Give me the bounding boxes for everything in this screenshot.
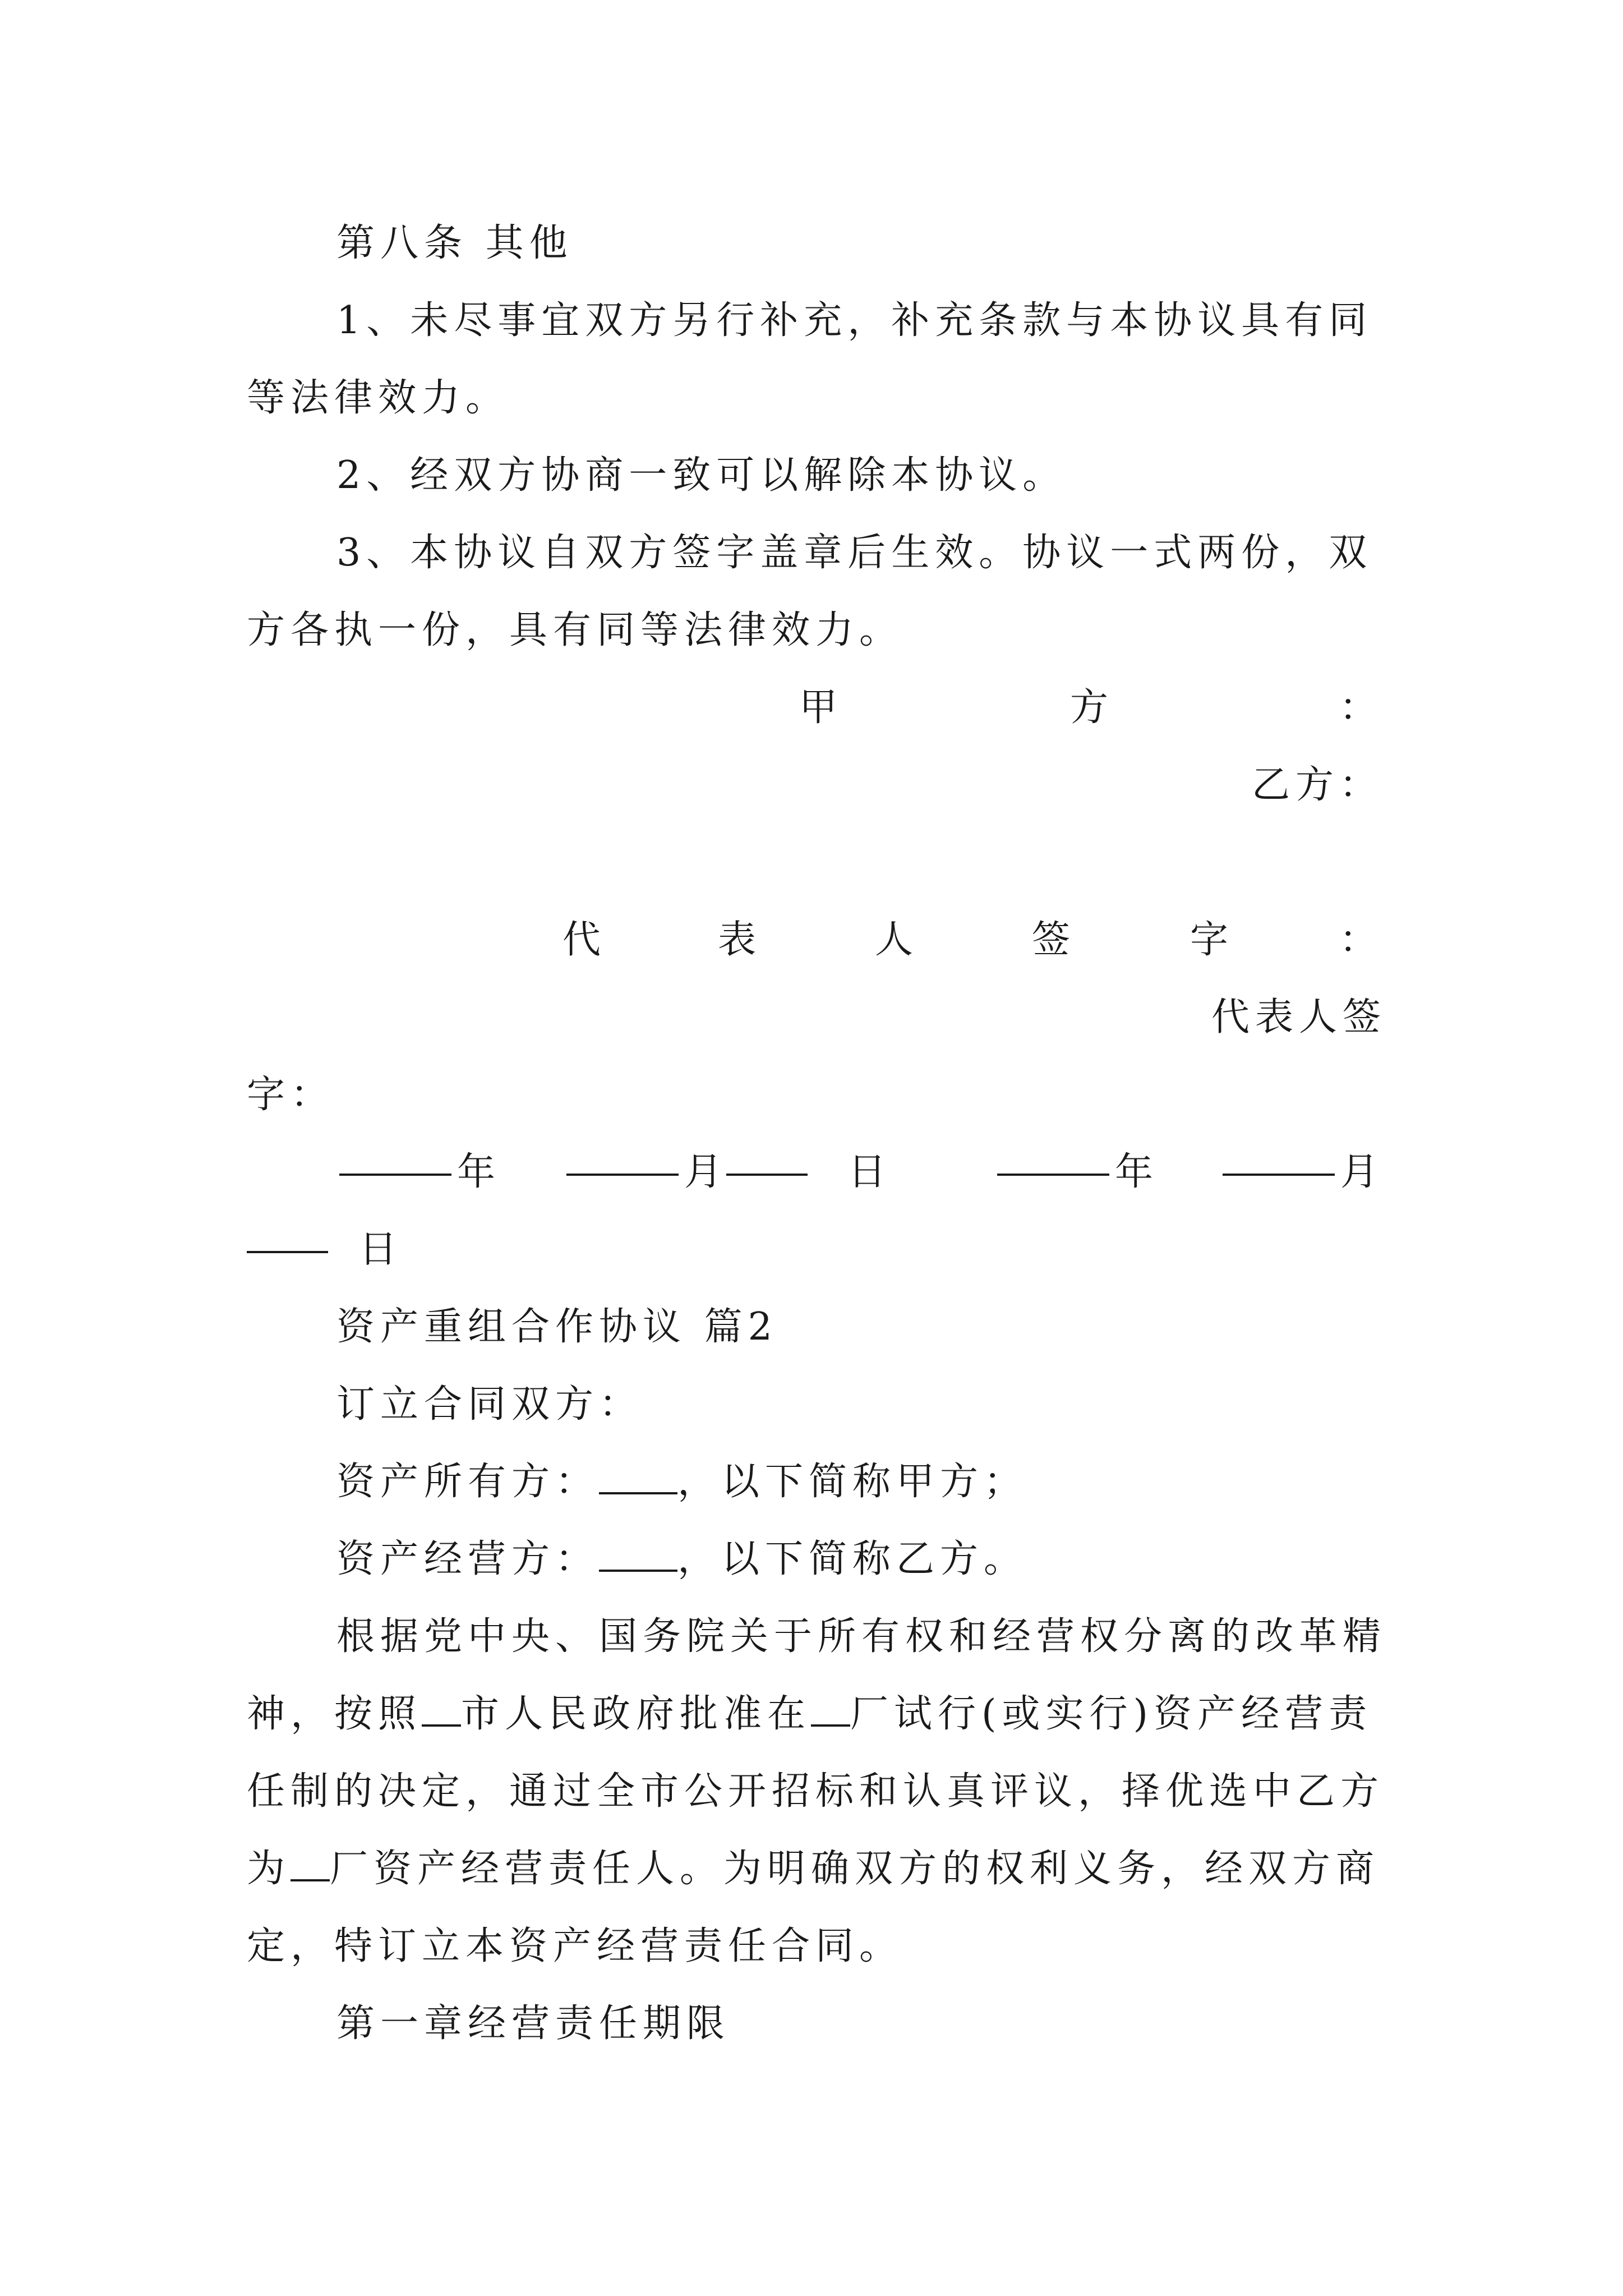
text-segment: 厂试行(或实行)资产经营责 [850, 1692, 1373, 1736]
operator-blank[interactable] [599, 1564, 677, 1572]
factory-blank-2[interactable] [291, 1874, 330, 1881]
factory-blank[interactable] [811, 1719, 850, 1727]
day-blank-a[interactable] [726, 1168, 808, 1176]
day-label-b: 日 [359, 1227, 398, 1272]
city-blank[interactable] [422, 1719, 461, 1727]
rep-a-char: 代 [562, 918, 601, 962]
rep-a-char: 字 [1190, 918, 1229, 962]
text-segment: 神，按照 [247, 1692, 422, 1736]
party-a-colon: ： [1339, 685, 1378, 730]
paragraph-1-line-2 [247, 1692, 1373, 1736]
paragraph-1-line-4 [247, 1847, 1380, 1891]
owner-suffix: ，以下简称甲方； [677, 1460, 1028, 1504]
rep-b-label-part-1: 代表人签 [1211, 995, 1387, 1039]
text-segment: 市人民政府批准在 [461, 1692, 811, 1736]
rep-a-char: 签 [1032, 918, 1071, 962]
rep-a-char: 表 [718, 918, 757, 962]
clause-2: 2、经双方协商一致可以解除本协议。 [336, 453, 1067, 498]
rep-a-char: 人 [875, 918, 914, 962]
party-b-label: 乙方： [1252, 763, 1384, 807]
owner-label: 资产所有方： [336, 1460, 600, 1504]
party-a-char: 甲 [799, 685, 838, 730]
text-segment: 厂资产经营责任人。为明确双方的权利义务，经双方商 [330, 1847, 1380, 1891]
clause-3-line-1: 3、本协议自双方签字盖章后生效。协议一式两份，双 [336, 531, 1373, 575]
operator-line [336, 1537, 1028, 1581]
paragraph-1-line-5: 定，特订立本资产经营责任合同。 [247, 1924, 903, 1968]
chapter-heading: 第一章经营责任期限 [336, 2001, 731, 2046]
year-label-b: 年 [1115, 1150, 1154, 1194]
text-segment: 为 [247, 1847, 291, 1891]
paragraph-1-line-1: 根据党中央、国务院关于所有权和经营权分离的改革精 [336, 1614, 1387, 1659]
year-blank-b[interactable] [997, 1168, 1109, 1176]
year-blank-a[interactable] [339, 1168, 451, 1176]
operator-suffix: ，以下简称乙方。 [677, 1537, 1028, 1581]
rep-b-label-part-2: 字： [247, 1073, 335, 1117]
rep-a-colon: ： [1339, 918, 1378, 962]
clause-1-line-1: 1、未尽事宜双方另行补充，补充条款与本协议具有同 [336, 298, 1373, 343]
year-label-a: 年 [457, 1150, 496, 1194]
clause-1-line-2: 等法律效力。 [247, 376, 510, 420]
paragraph-1-line-3: 任制的决定，通过全市公开招标和认真评议，择优选中乙方 [247, 1769, 1385, 1814]
owner-line [336, 1460, 1028, 1504]
day-blank-b[interactable] [247, 1245, 328, 1253]
owner-blank[interactable] [599, 1487, 677, 1494]
article-heading: 第八条 其他 [336, 221, 573, 265]
party-a-char: 方 [1070, 685, 1109, 730]
operator-label: 资产经营方： [336, 1537, 600, 1581]
parties-heading: 订立合同双方： [336, 1382, 643, 1427]
clause-3-line-2: 方各执一份，具有同等法律效力。 [247, 608, 903, 652]
section-title: 资产重组合作协议 篇2 [336, 1305, 778, 1349]
month-label-a: 月 [684, 1150, 723, 1194]
month-blank-a[interactable] [566, 1168, 679, 1176]
month-blank-b[interactable] [1223, 1168, 1335, 1176]
month-label-b: 月 [1340, 1150, 1379, 1194]
day-label-a: 日 [848, 1150, 887, 1194]
